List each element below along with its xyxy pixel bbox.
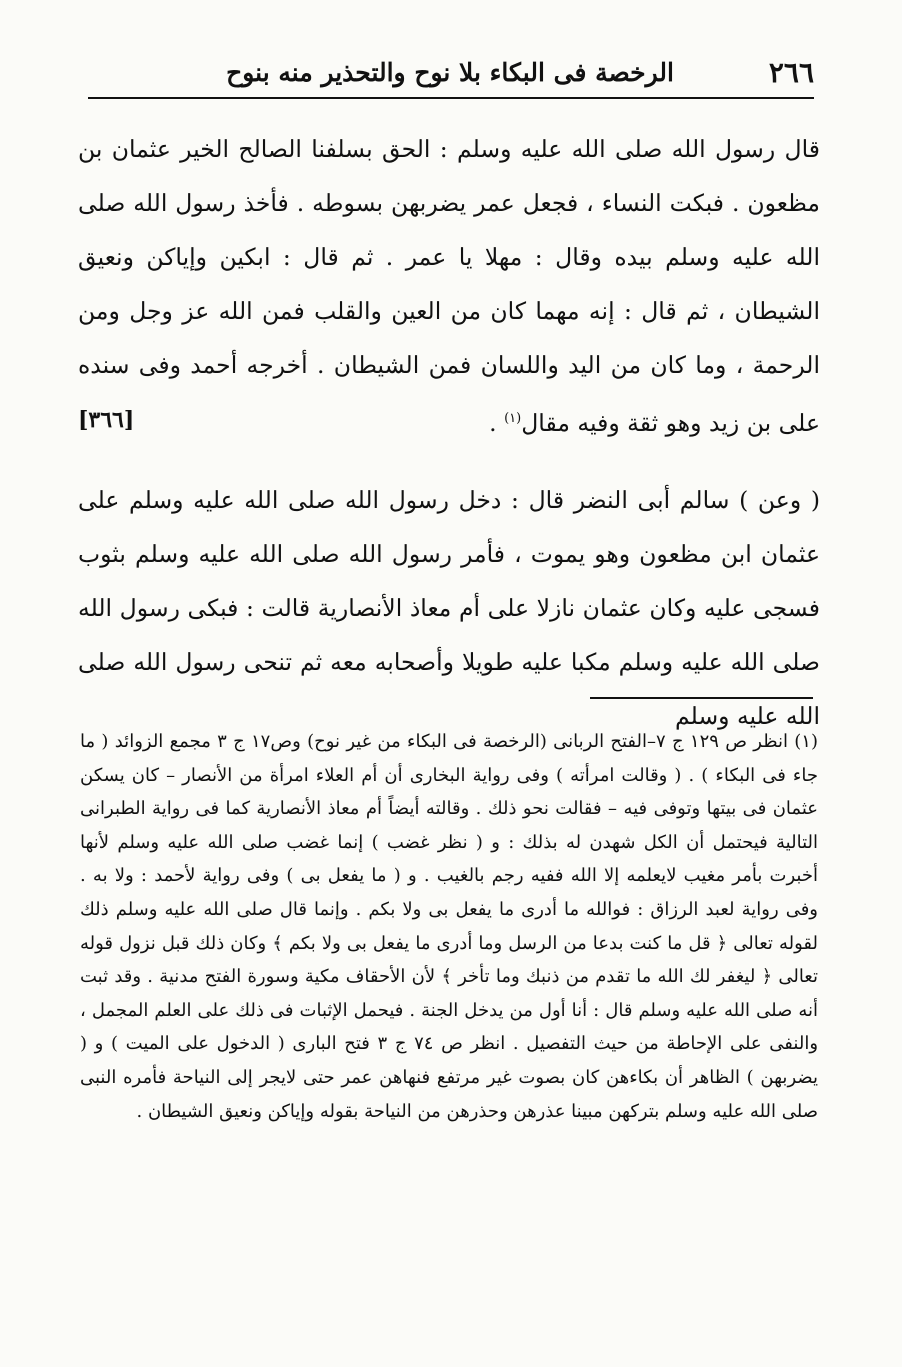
hadith-reference-number: [٣٦٦] [78, 407, 135, 433]
footnote-marker[interactable]: (١) [504, 411, 522, 426]
page-header [88, 40, 814, 92]
footnotes [80, 725, 818, 1128]
header-rule [88, 97, 814, 99]
main-text [78, 122, 820, 743]
paragraph-1-end: . [489, 408, 505, 437]
footnote-rule [590, 697, 813, 699]
paragraph-1-text: قال رسول الله صلى الله عليه وسلم : الحق بسلفنا الصالح الخير عثمان بن مظعون . فبكت النساء ، فجعل عمر يضربهن بسوطه . فأخذ رسول الله صلى الله عليه وسلم بيده وقال : مهلا يا عمر . ثم قال : ابكين وإياكن ونعيق الشيطان ، ثم قال : إنه مهما كان من العين والقلب فمن الله عز وجل ومن الرحمة ، وما كان من اليد واللسان فمن الشيطان . أخرجه أحمد وفى سنده على بن زيد وهو ثقة وفيه مقال [78, 135, 820, 437]
page-number: ٢٦٦ [768, 56, 814, 89]
footnote-1: (١) انظر ص ١٢٩ ج ٧–الفتح الربانى (الرخصة فى البكاء من غير نوح) وص١٧ ج ٣ مجمع الزوائد ( ما جاء فى البكاء ) . ( وقالت امرأته ) وفى رواية البخارى أن أم العلاء امرأة من الأنصار – كان يسكن عثمان فى بيتها وتوفى فيه – فقالت نحو ذلك . وقالته أيضاً أم معاذ الأنصارية كما فى رواية الطبرانى التالية فيحتمل أن الكل شهدن له بذلك : و ( نظر غضب ) إنما غضب صلى الله عليه وسلم لأنها أخبرت بأمر مغيب لايعلمه إلا الله ففيه رجم بالغيب . و ( ما يفعل بى ) وفى رواية لأحمد : ولا به . وفى رواية لعبد الرزاق : فوالله ما أدرى ما يفعل بى ولا بكم . وإنما قال صلى الله عليه وسلم ذلك لقوله تعالى ﴿ قل ما كنت بدعا من الرسل وما أدرى ما يفعل بى ولا بكم ﴾ وكان ذلك قبل نزول قوله تعالى ﴿ ليغفر لك الله ما تقدم من ذنبك وما تأخر ﴾ لأن الأحقاف مكية وسورة الفتح مدنية . وقد ثبت أنه صلى الله عليه وسلم قال : أنا أول من يدخل الجنة . فيحمل الإثبات فى ذلك على العلم المجمل ، والنفى على الإحاطة من حيث التفصيل . انظر ص ٧٤ ج ٣ فتح البارى ( الدخول على الميت ) و ( يضربهن ) الظاهر أن بكاءهن كان بصوت غير مرتفع فنهاهن عمر حتى لايجر إلى النياحة فأمره النبى صلى الله عليه وسلم بتركهن مبينا عذرهن وحذرهن من النياحة بقوله وإياكن ونعيق الشيطان . [80, 731, 819, 1122]
paragraph-2: ( وعن ) سالم أبى النضر قال : دخل رسول الله صلى الله عليه وسلم على عثمان ابن مظعون وهو يموت ، فأمر رسول الله صلى الله عليه وسلم بثوب فسجى عليه وكان عثمان نازلا على أم معاذ الأنصارية قالت : فبكى رسول الله صلى الله عليه وسلم مكبا عليه طويلا وأصحابه معه ثم تنحى رسول الله صلى الله عليه وسلم [78, 486, 820, 730]
running-title: الرخصة فى البكاء بلا نوح والتحذير منه بنوح [226, 58, 674, 87]
paragraph-1 [78, 122, 820, 457]
